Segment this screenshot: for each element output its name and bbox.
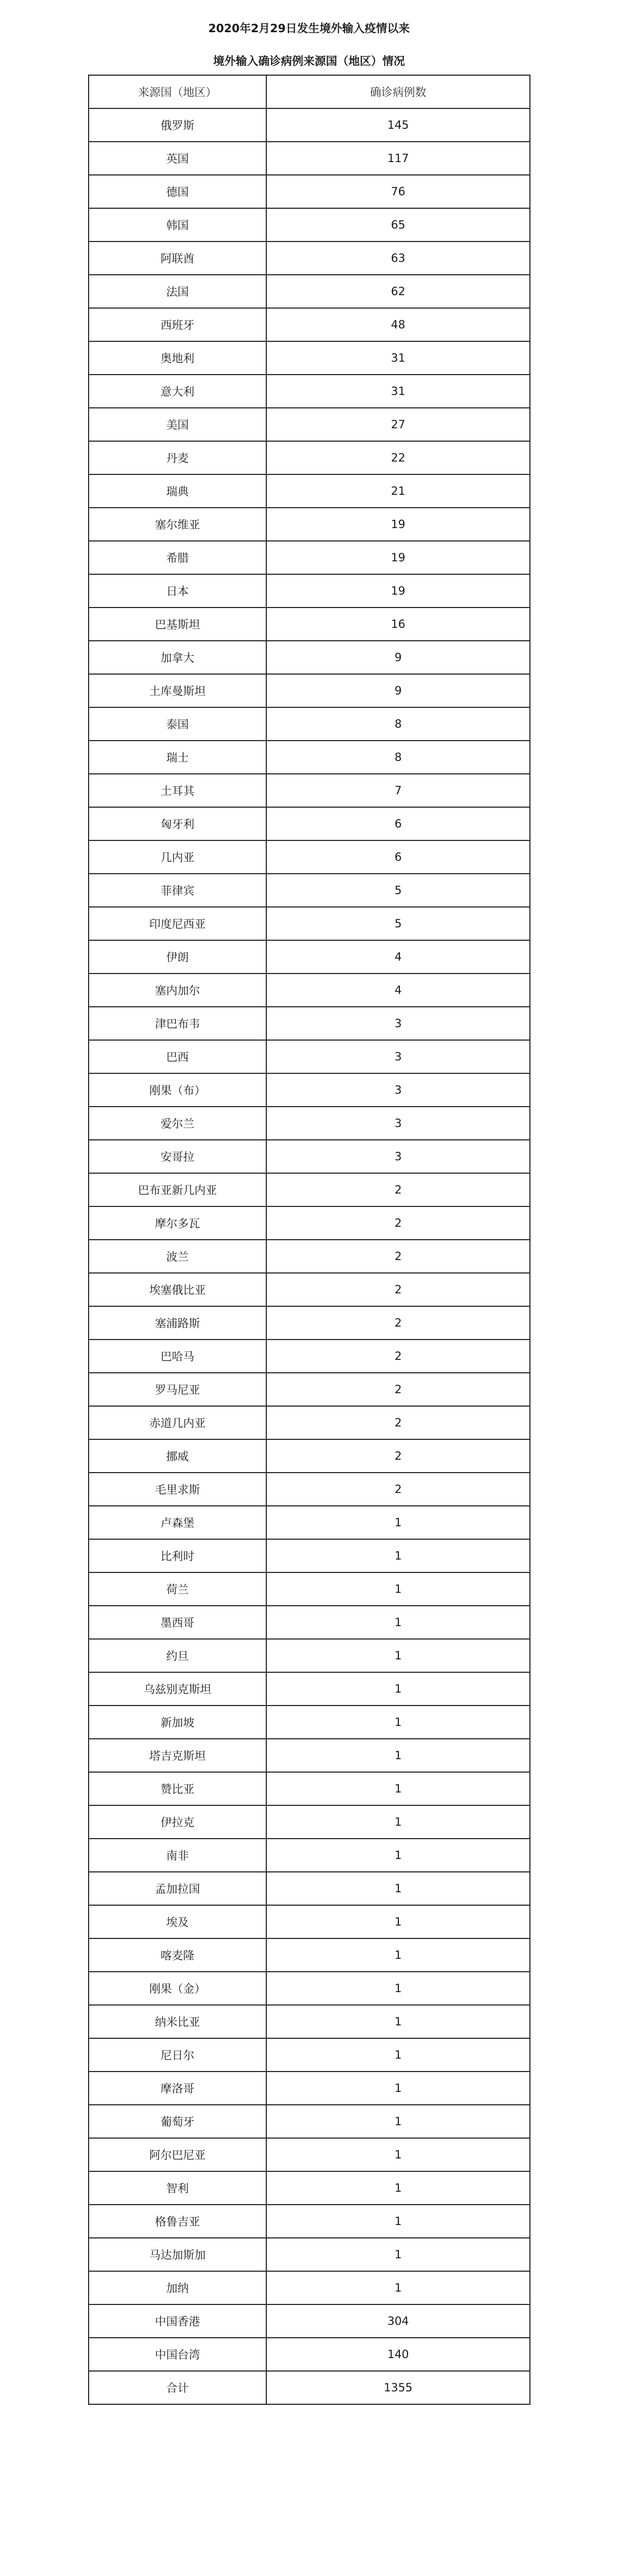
table-row <box>89 1473 530 1506</box>
source-country-cell: 卢森堡 <box>89 1506 266 1539</box>
source-country-cell: 毛里求斯 <box>89 1473 266 1506</box>
case-count-cell: 1 <box>266 1905 530 1938</box>
table-row <box>89 1606 530 1639</box>
table-row <box>89 441 530 474</box>
case-count-cell: 1 <box>266 1706 530 1739</box>
case-count-cell: 1 <box>266 1539 530 1572</box>
case-count-cell: 31 <box>266 375 530 408</box>
table-row <box>89 1905 530 1938</box>
case-count-cell: 9 <box>266 674 530 707</box>
table-row <box>89 807 530 840</box>
table-row <box>89 1872 530 1905</box>
table-row <box>89 2171 530 2205</box>
source-country-cell: 加拿大 <box>89 641 266 674</box>
table-row <box>89 1240 530 1273</box>
source-country-cell: 日本 <box>89 574 266 608</box>
case-count-cell: 1 <box>266 2005 530 2038</box>
table-row <box>89 1173 530 1206</box>
table-row <box>89 1639 530 1672</box>
table-row <box>89 907 530 940</box>
table-row <box>89 1373 530 1406</box>
case-count-cell: 3 <box>266 1140 530 1173</box>
cases-table <box>88 75 530 2405</box>
source-country-cell: 中国台湾 <box>89 2338 266 2371</box>
table-row <box>89 1140 530 1173</box>
case-count-cell: 1 <box>266 2238 530 2271</box>
source-country-cell: 韩国 <box>89 208 266 241</box>
case-count-cell: 16 <box>266 608 530 641</box>
column-header-count: 确诊病例数 <box>266 75 530 108</box>
case-count-cell: 1 <box>266 2038 530 2072</box>
case-count-cell: 6 <box>266 807 530 840</box>
table-row <box>89 1439 530 1473</box>
source-country-cell: 美国 <box>89 408 266 441</box>
table-row <box>89 474 530 508</box>
table-row <box>89 408 530 441</box>
case-count-cell: 9 <box>266 641 530 674</box>
case-count-cell: 1 <box>266 1839 530 1872</box>
source-country-cell: 瑞典 <box>89 474 266 508</box>
source-country-cell: 塞浦路斯 <box>89 1306 266 1340</box>
table-row <box>89 2338 530 2371</box>
source-country-cell: 波兰 <box>89 1240 266 1273</box>
case-count-cell: 1 <box>266 1872 530 1905</box>
source-country-cell: 德国 <box>89 175 266 208</box>
table-row <box>89 741 530 774</box>
case-count-cell: 1 <box>266 2105 530 2138</box>
source-country-cell: 瑞士 <box>89 741 266 774</box>
case-count-cell: 8 <box>266 707 530 741</box>
table-row <box>89 1839 530 1872</box>
table-row <box>89 1206 530 1240</box>
case-count-cell: 19 <box>266 508 530 541</box>
source-country-cell: 印度尼西亚 <box>89 907 266 940</box>
source-country-cell: 荷兰 <box>89 1572 266 1606</box>
source-country-cell: 埃塞俄比亚 <box>89 1273 266 1306</box>
table-row <box>89 1572 530 1606</box>
source-country-cell: 塔吉克斯坦 <box>89 1739 266 1772</box>
table-row <box>89 974 530 1007</box>
table-row <box>89 1273 530 1306</box>
source-country-cell: 巴哈马 <box>89 1340 266 1373</box>
source-country-cell: 阿尔巴尼亚 <box>89 2138 266 2171</box>
table-row <box>89 774 530 807</box>
table-row <box>89 940 530 974</box>
table-row <box>89 1938 530 1972</box>
case-count-cell: 8 <box>266 741 530 774</box>
table-row <box>89 508 530 541</box>
table-row <box>89 1706 530 1739</box>
table-row <box>89 2238 530 2271</box>
table-row <box>89 840 530 874</box>
total-row <box>89 2371 530 2404</box>
source-country-cell: 加纳 <box>89 2271 266 2304</box>
case-count-cell: 140 <box>266 2338 530 2371</box>
source-country-cell: 新加坡 <box>89 1706 266 1739</box>
table-row <box>89 1506 530 1539</box>
source-country-cell: 挪威 <box>89 1439 266 1473</box>
table-row <box>89 674 530 707</box>
table-row <box>89 2138 530 2171</box>
source-country-cell: 埃及 <box>89 1905 266 1938</box>
table-title: 境外输入确诊病例来源国（地区）情况 <box>213 55 405 68</box>
table-row <box>89 2005 530 2038</box>
source-country-cell: 伊拉克 <box>89 1805 266 1839</box>
source-country-cell: 匈牙利 <box>89 807 266 840</box>
table-row <box>89 707 530 741</box>
source-country-cell: 格鲁吉亚 <box>89 2205 266 2238</box>
case-count-cell: 1 <box>266 1572 530 1606</box>
source-country-cell: 赞比亚 <box>89 1772 266 1805</box>
total-label: 合计 <box>89 2371 266 2404</box>
source-country-cell: 巴布亚新几内亚 <box>89 1173 266 1206</box>
source-country-cell: 土库曼斯坦 <box>89 674 266 707</box>
case-count-cell: 1 <box>266 1805 530 1839</box>
table-row <box>89 1306 530 1340</box>
case-count-cell: 4 <box>266 940 530 974</box>
case-count-cell: 65 <box>266 208 530 241</box>
table-row <box>89 1739 530 1772</box>
source-country-cell: 智利 <box>89 2171 266 2205</box>
table-row <box>89 208 530 241</box>
source-country-cell: 马达加斯加 <box>89 2238 266 2271</box>
source-country-cell: 塞尔维亚 <box>89 508 266 541</box>
case-count-cell: 2 <box>266 1473 530 1506</box>
case-count-cell: 1 <box>266 2171 530 2205</box>
source-country-cell: 乌兹别克斯坦 <box>89 1672 266 1706</box>
case-count-cell: 2 <box>266 1240 530 1273</box>
source-country-cell: 俄罗斯 <box>89 108 266 142</box>
table-row <box>89 1007 530 1040</box>
case-count-cell: 7 <box>266 774 530 807</box>
source-country-cell: 津巴布韦 <box>89 1007 266 1040</box>
source-country-cell: 约旦 <box>89 1639 266 1672</box>
table-body <box>89 108 530 2404</box>
case-count-cell: 2 <box>266 1373 530 1406</box>
source-country-cell: 菲律宾 <box>89 874 266 907</box>
case-count-cell: 2 <box>266 1173 530 1206</box>
source-country-cell: 泰国 <box>89 707 266 741</box>
source-country-cell: 奥地利 <box>89 341 266 375</box>
case-count-cell: 1 <box>266 2138 530 2171</box>
table-row <box>89 1340 530 1373</box>
table-row <box>89 1539 530 1572</box>
table-row <box>89 608 530 641</box>
table-row <box>89 375 530 408</box>
source-country-cell: 孟加拉国 <box>89 1872 266 1905</box>
table-row <box>89 1972 530 2005</box>
case-count-cell: 1 <box>266 1938 530 1972</box>
source-country-cell: 几内亚 <box>89 840 266 874</box>
case-count-cell: 304 <box>266 2304 530 2338</box>
table-row <box>89 2038 530 2072</box>
source-country-cell: 巴基斯坦 <box>89 608 266 641</box>
case-count-cell: 21 <box>266 474 530 508</box>
case-count-cell: 2 <box>266 1406 530 1439</box>
table-row <box>89 308 530 341</box>
table-row <box>89 874 530 907</box>
case-count-cell: 6 <box>266 840 530 874</box>
table-row <box>89 2072 530 2105</box>
source-country-cell: 摩洛哥 <box>89 2072 266 2105</box>
case-count-cell: 2 <box>266 1206 530 1240</box>
source-country-cell: 南非 <box>89 1839 266 1872</box>
case-count-cell: 63 <box>266 241 530 275</box>
table-row <box>89 574 530 608</box>
case-count-cell: 1 <box>266 1639 530 1672</box>
case-count-cell: 2 <box>266 1340 530 1373</box>
source-country-cell: 希腊 <box>89 541 266 574</box>
case-count-cell: 62 <box>266 275 530 308</box>
case-count-cell: 27 <box>266 408 530 441</box>
case-count-cell: 1 <box>266 1506 530 1539</box>
case-count-cell: 1 <box>266 1772 530 1805</box>
case-count-cell: 1 <box>266 2271 530 2304</box>
case-count-cell: 3 <box>266 1040 530 1073</box>
source-country-cell: 墨西哥 <box>89 1606 266 1639</box>
source-country-cell: 伊朗 <box>89 940 266 974</box>
source-country-cell: 刚果（金） <box>89 1972 266 2005</box>
case-count-cell: 3 <box>266 1073 530 1107</box>
source-country-cell: 巴西 <box>89 1040 266 1073</box>
table-row <box>89 142 530 175</box>
case-count-cell: 19 <box>266 574 530 608</box>
case-count-cell: 1 <box>266 2072 530 2105</box>
case-count-cell: 2 <box>266 1439 530 1473</box>
table-row <box>89 175 530 208</box>
source-country-cell: 中国香港 <box>89 2304 266 2338</box>
page-title: 2020年2月29日发生境外输入疫情以来 <box>208 22 410 35</box>
total-count: 1355 <box>266 2371 530 2404</box>
table-row <box>89 275 530 308</box>
case-count-cell: 2 <box>266 1273 530 1306</box>
table-row <box>89 1672 530 1706</box>
case-count-cell: 3 <box>266 1007 530 1040</box>
case-count-cell: 76 <box>266 175 530 208</box>
source-country-cell: 意大利 <box>89 375 266 408</box>
source-country-cell: 尼日尔 <box>89 2038 266 2072</box>
table-row <box>89 541 530 574</box>
table-row <box>89 1073 530 1107</box>
source-country-cell: 刚果（布） <box>89 1073 266 1107</box>
table-row <box>89 1805 530 1839</box>
table-row <box>89 2271 530 2304</box>
source-country-cell: 土耳其 <box>89 774 266 807</box>
table-row <box>89 2304 530 2338</box>
case-count-cell: 1 <box>266 1972 530 2005</box>
case-count-cell: 1 <box>266 1672 530 1706</box>
source-country-cell: 西班牙 <box>89 308 266 341</box>
case-count-cell: 19 <box>266 541 530 574</box>
table-row <box>89 341 530 375</box>
table-row <box>89 241 530 275</box>
source-country-cell: 赤道几内亚 <box>89 1406 266 1439</box>
source-country-cell: 摩尔多瓦 <box>89 1206 266 1240</box>
source-country-cell: 葡萄牙 <box>89 2105 266 2138</box>
source-country-cell: 阿联酋 <box>89 241 266 275</box>
case-count-cell: 4 <box>266 974 530 1007</box>
source-country-cell: 安哥拉 <box>89 1140 266 1173</box>
source-country-cell: 法国 <box>89 275 266 308</box>
case-count-cell: 2 <box>266 1306 530 1340</box>
case-count-cell: 1 <box>266 1739 530 1772</box>
table-row <box>89 1772 530 1805</box>
case-count-cell: 5 <box>266 907 530 940</box>
source-country-cell: 爱尔兰 <box>89 1107 266 1140</box>
source-country-cell: 塞内加尔 <box>89 974 266 1007</box>
table-row <box>89 108 530 142</box>
table-row <box>89 1040 530 1073</box>
source-country-cell: 英国 <box>89 142 266 175</box>
source-country-cell: 纳米比亚 <box>89 2005 266 2038</box>
column-header-source: 来源国（地区） <box>89 75 266 108</box>
source-country-cell: 喀麦隆 <box>89 1938 266 1972</box>
table-row <box>89 2105 530 2138</box>
table-header-row <box>89 75 530 108</box>
source-country-cell: 丹麦 <box>89 441 266 474</box>
table-row <box>89 1406 530 1439</box>
table-row <box>89 641 530 674</box>
table-row <box>89 2205 530 2238</box>
case-count-cell: 48 <box>266 308 530 341</box>
table-row <box>89 1107 530 1140</box>
source-country-cell: 罗马尼亚 <box>89 1373 266 1406</box>
case-count-cell: 3 <box>266 1107 530 1140</box>
case-count-cell: 22 <box>266 441 530 474</box>
case-count-cell: 1 <box>266 1606 530 1639</box>
case-count-cell: 31 <box>266 341 530 375</box>
case-count-cell: 117 <box>266 142 530 175</box>
case-count-cell: 145 <box>266 108 530 142</box>
case-count-cell: 5 <box>266 874 530 907</box>
source-country-cell: 比利时 <box>89 1539 266 1572</box>
case-count-cell: 1 <box>266 2205 530 2238</box>
